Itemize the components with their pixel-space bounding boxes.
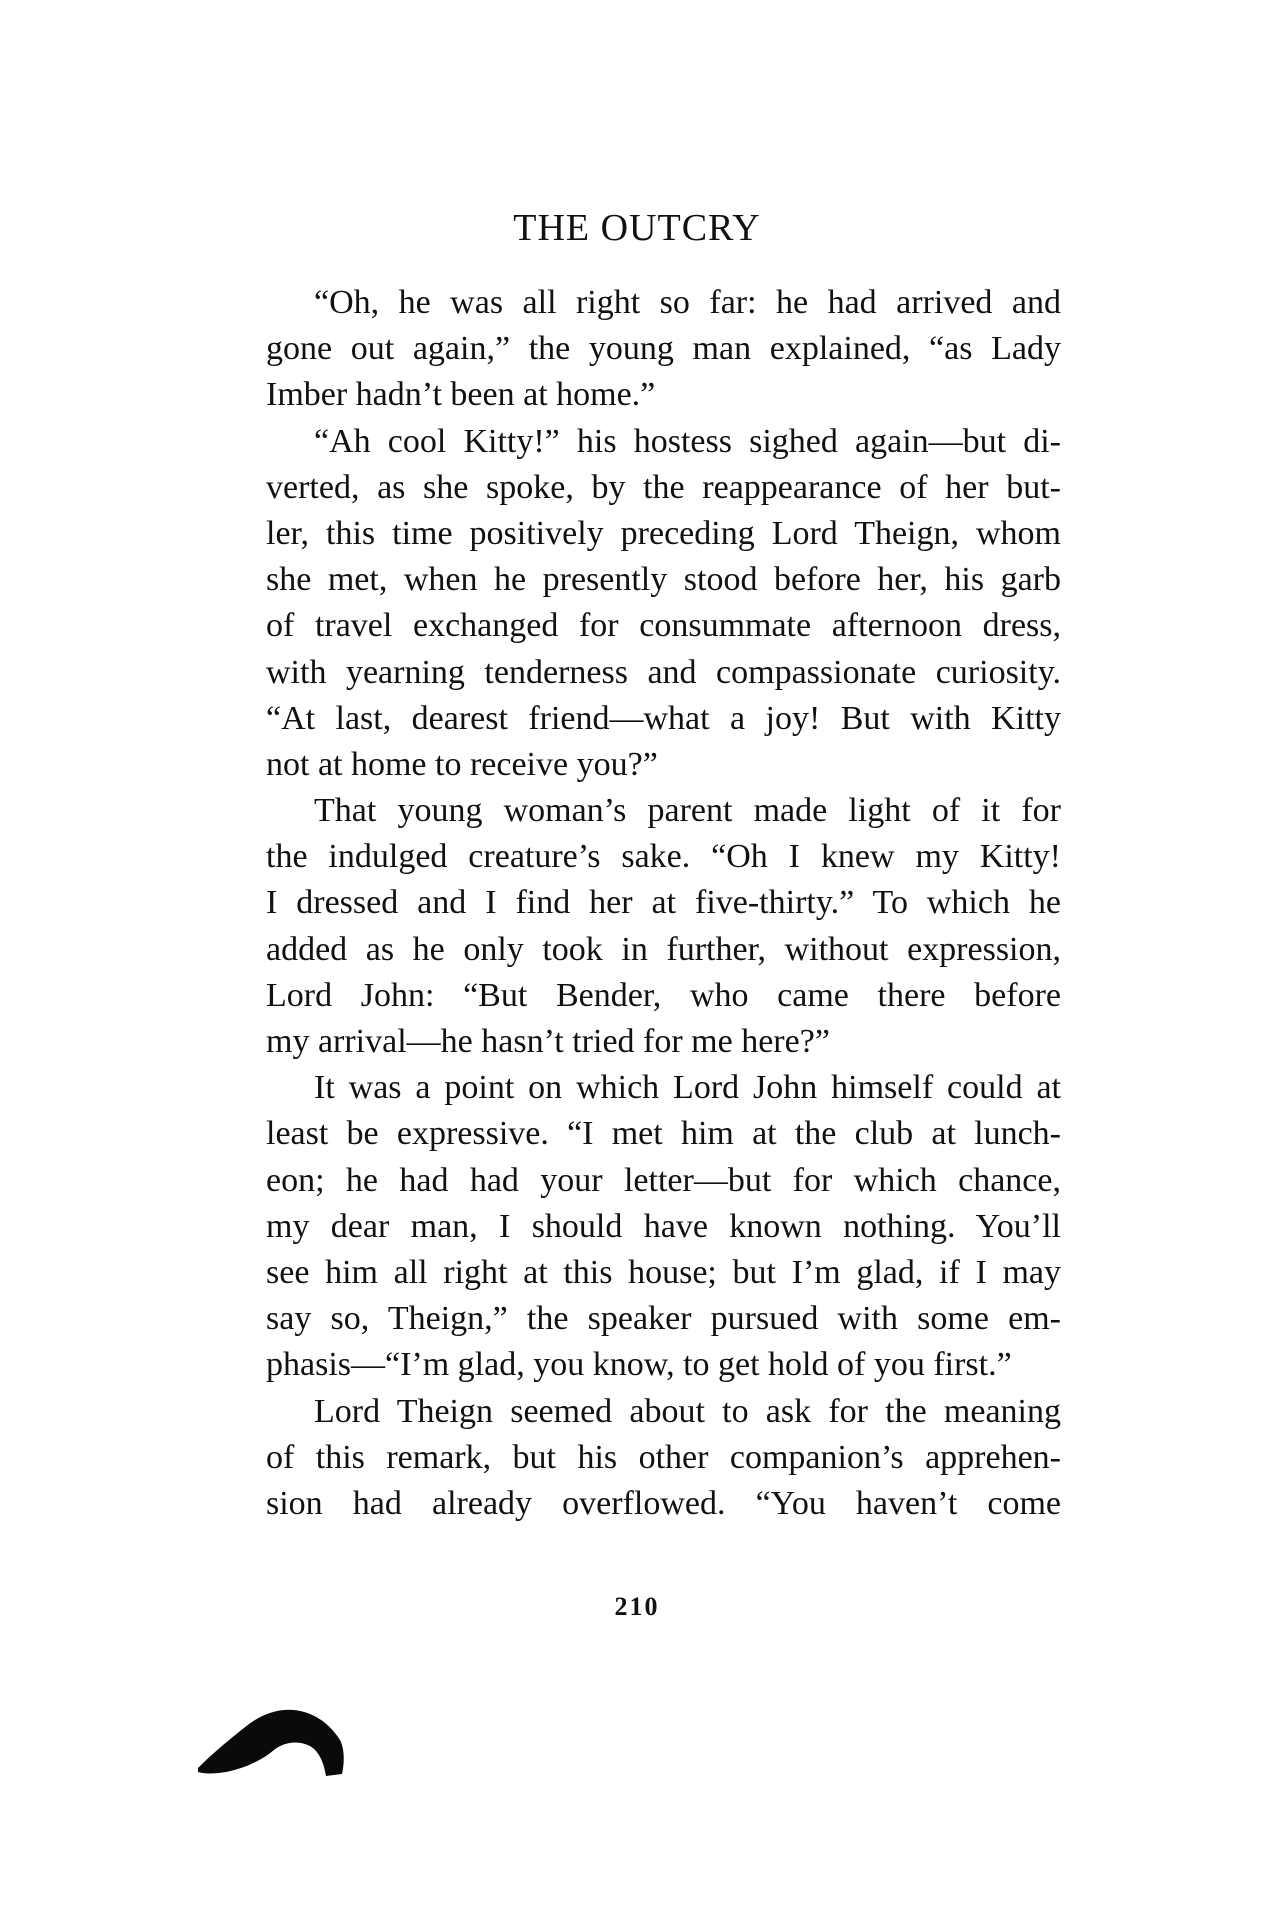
text-line: my arrival—he hasn’t tried for me here?” (266, 1023, 830, 1060)
text-line: with yearning tenderness and compassionate curiosity. (266, 653, 1061, 691)
text-line: That young woman’s parent made light of it for (314, 792, 1061, 830)
text-line: Lord John: “But Bender, who came there before (266, 976, 1061, 1014)
text-line: my dear man, I should have known nothing. You’ll (266, 1207, 1061, 1245)
text-line: Imber hadn’t been at home.” (266, 376, 656, 414)
text-line: Lord Theign seemed about to ask for the meaning (314, 1392, 1061, 1430)
text-line: “Oh, he was all right so far: he had arrived and (314, 284, 1061, 321)
text-line: ler, this time positively preceding Lord Theign, whom (266, 514, 1061, 552)
text-line: see him all right at this house; but I’m glad, if I may (266, 1253, 1061, 1291)
text-line: It was a point on which Lord John himself could at (314, 1069, 1061, 1107)
text-line: sion had already overflowed. “You haven’t come (266, 1484, 1061, 1522)
ink-blot-mark (196, 1690, 346, 1778)
text-line: “At last, dearest friend—what a joy! But with Kitty (266, 699, 1061, 737)
text-line: I dressed and I find her at five-thirty.” To which he (266, 884, 1061, 922)
text-line: say so, Theign,” the speaker pursued with some em- (266, 1300, 1061, 1338)
text-line: least be expressive. “I met him at the club at lunch- (266, 1115, 1061, 1153)
text-line: “Ah cool Kitty!” his hostess sighed again—but di- (314, 422, 1061, 460)
text-line: the indulged creature’s sake. “Oh I knew my Kitty! (266, 838, 1061, 876)
text-line: she met, when he presently stood before her, his garb (266, 561, 1061, 599)
text-line: added as he only took in further, without expression, (266, 930, 1061, 968)
text-line: phasis—“I’m glad, you know, to get hold of you first.” (266, 1346, 1012, 1384)
body-text (266, 280, 1061, 1527)
text-line: of this remark, but his other companion’s apprehen- (266, 1438, 1061, 1476)
running-head: THE OUTCRY (513, 207, 761, 249)
page-number: 210 (614, 1592, 660, 1621)
text-line: eon; he had had your letter—but for which chance, (266, 1161, 1061, 1199)
text-line: of travel exchanged for consummate afternoon dress, (266, 607, 1061, 645)
text-line: not at home to receive you?” (266, 745, 658, 783)
text-line: gone out again,” the young man explained, “as Lady (266, 330, 1061, 368)
text-line: verted, as she spoke, by the reappearance of her but- (266, 468, 1061, 506)
